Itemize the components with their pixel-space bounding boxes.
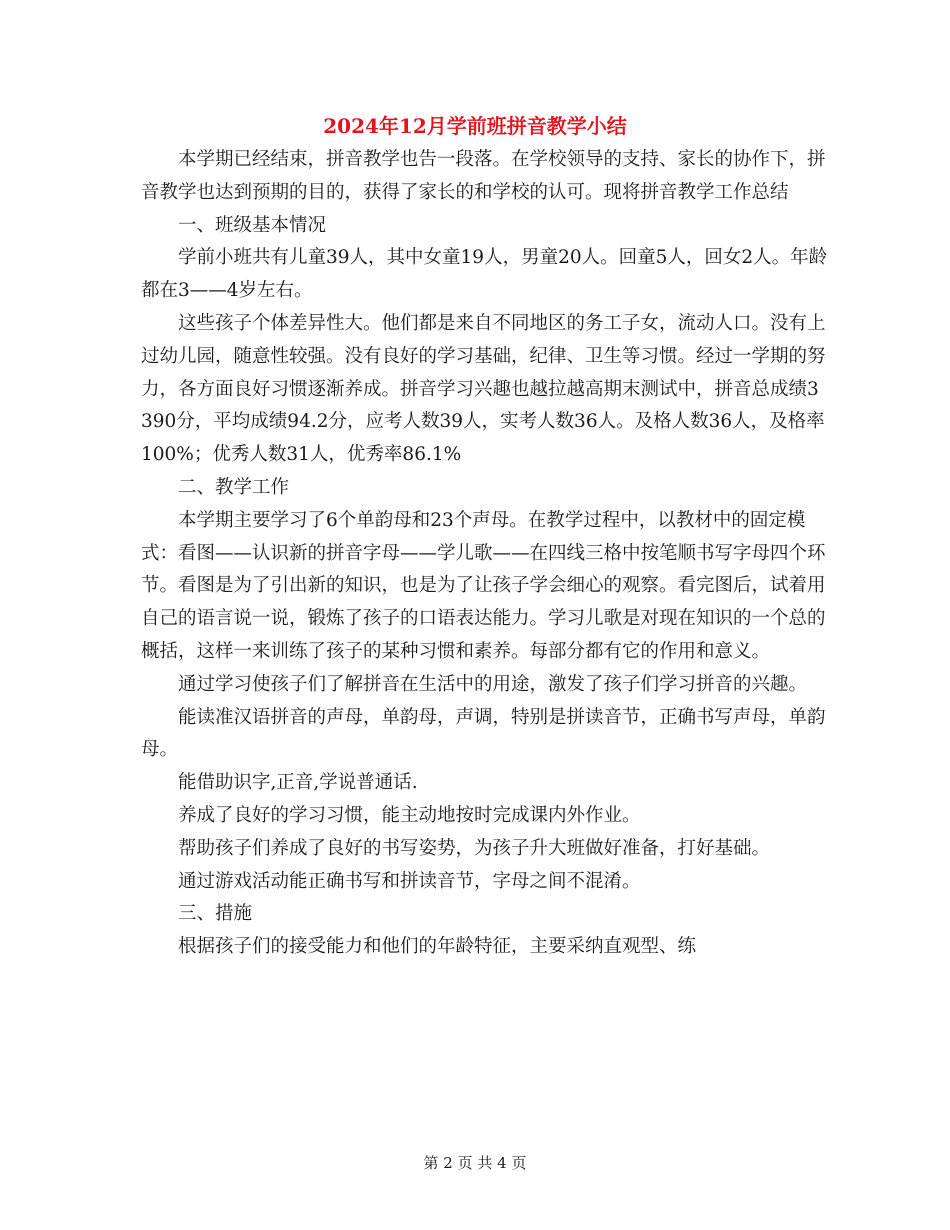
section-heading-class-info: 一、班级基本情况 [178, 214, 327, 236]
page-number-footer: 第 2 页 共 4 页 [423, 1154, 527, 1172]
section-heading-teaching: 二、教学工作 [178, 476, 290, 498]
document-body [141, 144, 829, 964]
section-heading-measures: 三、措施 [178, 903, 253, 925]
paragraph-measures: 根据孩子们的接受能力和他们的年龄特征，主要采纳直观型、练 [178, 936, 697, 958]
paragraph-games: 通过游戏活动能正确书写和拼读音节，字母之间不混淆。 [178, 870, 641, 892]
paragraph-intro: 本学期已经结束，拼音教学也告一段落。在学校领导的支持、家长的协作下，拼音教学也达到预期的目的，获得了家长的和学校的认可。现将拼音教学工作总结 [141, 149, 826, 203]
paragraph-class-differences: 这些孩子个体差异性大。他们都是来自不同地区的务工子女，流动人口。没有上过幼儿园，随意性较强。没有良好的学习基础，纪律、卫生等习惯。经过一学期的努力，各方面良好习惯逐渐养成。拼音学习兴趣也越拉越高期末测试中，拼音总成绩3390分，平均成绩94.2分，应考人数39人，实考人数36人。及格人数36人，及格率100%；优秀人数31人，优秀率86.1% [141, 312, 826, 466]
paragraph-habits: 养成了良好的学习习惯，能主动地按时完成课内外作业。 [178, 804, 641, 826]
paragraph-teaching-content: 本学期主要学习了6个单韵母和23个声母。在教学过程中，以教材中的固定模式：看图——认识新的拼音字母——学儿歌——在四线三格中按笔顺书写字母四个环节。看图是为了引出新的知识，也是为了让孩子学会细心的观察。看完图后，试着用自己的语言说一说，锻炼了孩子的口语表达能力。学习儿歌是对现在知识的一个总的概括，这样一来训练了孩子的某种习惯和素养。每部分都有它的作用和意义。 [141, 509, 826, 662]
paragraph-class-count: 学前小班共有儿童39人，其中女童19人，男童20人。回童5人，回女2人。年龄都在3——4岁左右。 [141, 247, 828, 302]
paragraph-mandarin: 能借助识字,正音,学说普通话. [178, 772, 418, 794]
paragraph-reading: 能读准汉语拼音的声母，单韵母，声调，特别是拼读音节，正确书写声母，单韵母。 [141, 706, 826, 761]
document-title: 2024年12月学前班拼音教学小结 [323, 114, 627, 138]
paragraph-interest: 通过学习使孩子们了解拼音在生活中的用途，激发了孩子们学习拼音的兴趣。 [178, 673, 808, 695]
paragraph-writing-posture: 帮助孩子们养成了良好的书写姿势，为孩子升大班做好准备，打好基础。 [178, 837, 771, 859]
